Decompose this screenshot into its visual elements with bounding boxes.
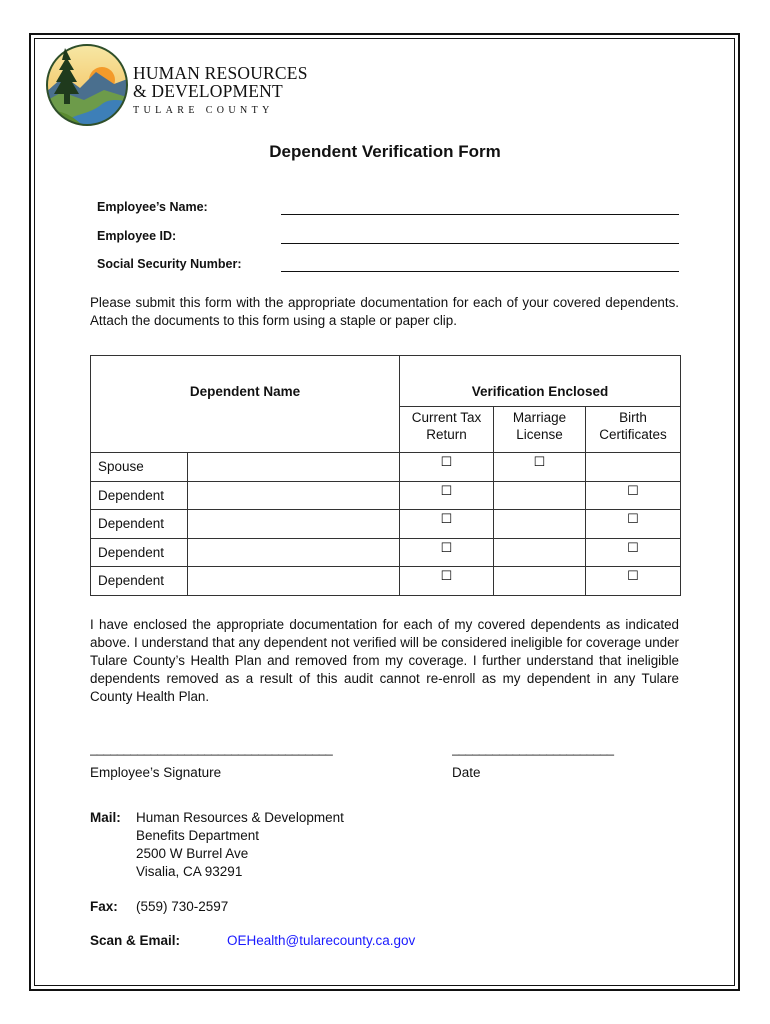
fax-number: (559) 730-2597 <box>136 899 229 914</box>
tax-return-checkbox[interactable]: ☐ <box>440 482 453 498</box>
subheader-tax-return-line2: Return <box>426 427 467 442</box>
table-row <box>91 481 681 510</box>
verification-enclosed-header <box>400 356 681 407</box>
dependent-name-cell[interactable] <box>188 567 400 596</box>
scan-email-label: Scan & Email: <box>90 933 181 948</box>
birth-certificate-checkbox[interactable]: ☐ <box>627 539 639 555</box>
row-label: Dependent <box>91 567 188 596</box>
row-label: Dependent <box>91 538 188 567</box>
birth-certificate-cell <box>586 567 681 596</box>
marriage-license-cell <box>494 538 586 567</box>
mail-address-line: Visalia, CA 93291 <box>136 864 243 879</box>
dependent-name-cell[interactable] <box>188 481 400 510</box>
table-row <box>91 453 681 482</box>
tax-return-cell <box>400 538 494 567</box>
marriage-license-checkbox[interactable]: ☐ <box>533 454 546 469</box>
tax-return-cell <box>400 567 494 596</box>
date-line[interactable]: ________________________ <box>452 741 614 756</box>
signature-line[interactable]: ____________________________________ <box>90 741 333 756</box>
employee-name-field[interactable] <box>281 214 679 215</box>
row-label: Dependent <box>91 510 188 539</box>
signature-label: Employee’s Signature <box>90 765 222 780</box>
tax-return-checkbox[interactable]: ☐ <box>440 568 453 583</box>
table-row <box>91 567 681 596</box>
subheader-birth-certificates-line1: Birth <box>619 410 647 425</box>
tax-return-cell <box>400 453 494 482</box>
employee-id-field[interactable] <box>281 243 679 244</box>
email-link[interactable]: OEHealth@tularecounty.ca.gov <box>227 933 416 948</box>
table-row <box>91 510 681 539</box>
dependent-rows <box>91 453 681 596</box>
dependent-name-cell[interactable] <box>188 510 400 539</box>
mail-label: Mail: <box>90 810 121 825</box>
employee-id-label: Employee ID: <box>97 229 177 243</box>
dependent-name-cell[interactable] <box>188 538 400 567</box>
row-label: Spouse <box>91 453 188 482</box>
org-name-line2: & DEVELOPMENT <box>133 81 283 101</box>
dependent-name-header-text: Dependent Name <box>189 384 301 399</box>
intro-paragraph: Please submit this form with the appropriate documentation for each of your covered dependents. Attach the documents to this form using a staple or paper clip. <box>90 295 679 328</box>
mail-address <box>136 809 344 881</box>
certification-statement: I have enclosed the appropriate documentation for each of my covered dependents as indicated above. I understand that any dependent not verified will be considered ineligible for coverage under Tulare County’s Health Plan and removed from my coverage. I further understand that ineligible dependents removed as a result of this audit cannot re-enroll as my dependent in any Tulare County Health Plan. <box>90 617 679 704</box>
dependent-name-header <box>91 356 400 453</box>
row-label: Dependent <box>91 481 188 510</box>
verification-table <box>90 355 681 596</box>
subheader-birth-certificates-line2: Certificates <box>599 427 667 442</box>
table-row <box>91 538 681 567</box>
marriage-license-cell <box>494 453 586 482</box>
org-name-line1: HUMAN RESOURCES <box>133 63 308 83</box>
marriage-license-cell <box>494 567 586 596</box>
subheader-marriage-license-line2: License <box>516 427 563 442</box>
subheader-tax-return <box>400 407 494 453</box>
organization-name <box>133 64 308 116</box>
marriage-license-cell <box>494 510 586 539</box>
tax-return-cell <box>400 510 494 539</box>
subheader-birth-certificates <box>586 407 681 453</box>
form-title: Dependent Verification Form <box>269 142 501 161</box>
marriage-license-cell <box>494 481 586 510</box>
birth-certificate-cell <box>586 453 681 482</box>
org-name-line3: TULARE COUNTY <box>133 105 274 116</box>
ssn-label: Social Security Number: <box>97 257 242 271</box>
subheader-marriage-license-line1: Marriage <box>512 410 567 425</box>
birth-certificate-checkbox[interactable]: ☐ <box>627 511 639 526</box>
tax-return-checkbox[interactable]: ☐ <box>440 454 453 469</box>
birth-certificate-checkbox[interactable]: ☐ <box>627 568 639 583</box>
subheader-marriage-license <box>494 407 586 453</box>
birth-certificate-cell <box>586 510 681 539</box>
tree-mountain-sun-logo-icon <box>44 42 130 128</box>
tax-return-checkbox[interactable]: ☐ <box>440 539 453 555</box>
mail-address-line: Benefits Department <box>136 828 260 843</box>
birth-certificate-checkbox[interactable]: ☐ <box>627 482 639 498</box>
subheader-tax-return-line1: Current Tax <box>411 410 482 425</box>
mail-address-line: Human Resources & Development <box>136 810 344 825</box>
employee-name-label: Employee’s Name: <box>97 200 208 214</box>
tax-return-checkbox[interactable]: ☐ <box>440 511 453 526</box>
verification-enclosed-header-text: Verification Enclosed <box>471 384 609 399</box>
birth-certificate-cell <box>586 538 681 567</box>
mail-address-line: 2500 W Burrel Ave <box>136 846 249 861</box>
tax-return-cell <box>400 481 494 510</box>
date-label: Date <box>452 765 481 780</box>
fax-label: Fax: <box>90 899 118 914</box>
dependent-name-cell[interactable] <box>188 453 400 482</box>
ssn-field[interactable] <box>281 271 679 272</box>
birth-certificate-cell <box>586 481 681 510</box>
